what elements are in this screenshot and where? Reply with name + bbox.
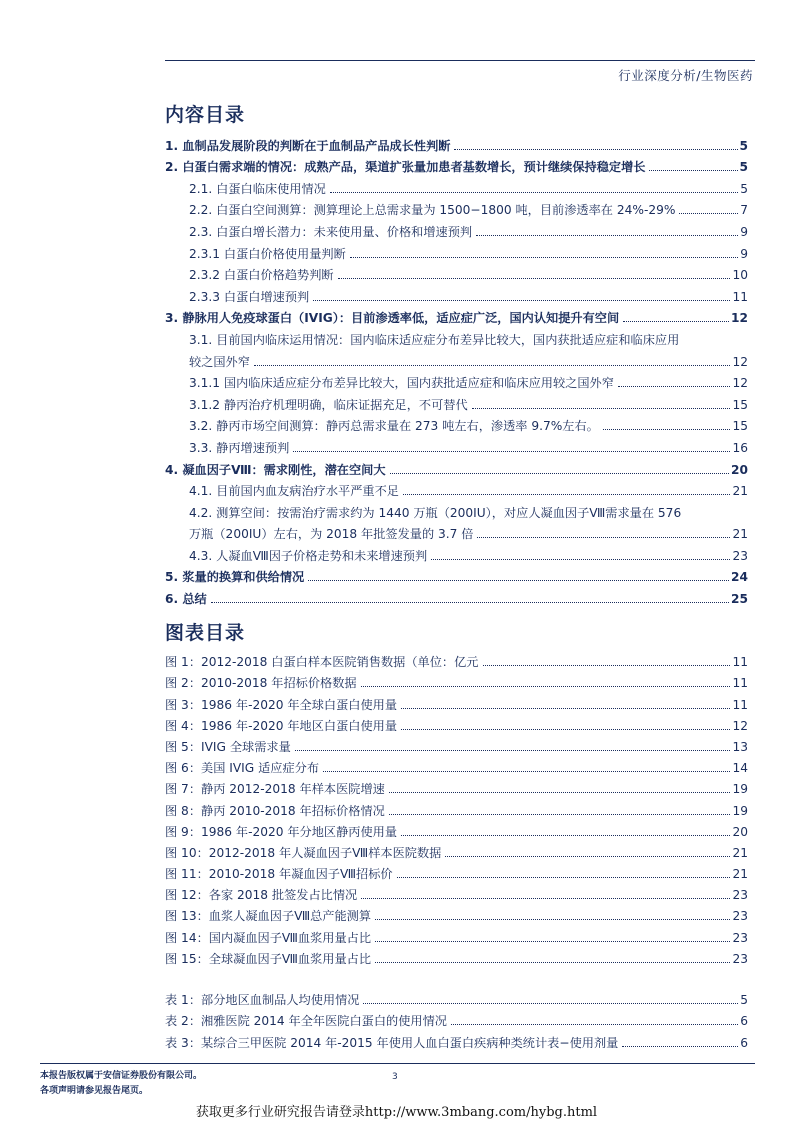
toc-page-number: 15	[732, 419, 748, 434]
dot-leader	[401, 729, 730, 730]
toc-page-number: 9	[740, 246, 748, 261]
figure-entry[interactable]	[165, 669, 748, 690]
toc-entry-line[interactable]	[165, 498, 748, 520]
figure-entry[interactable]	[165, 775, 748, 796]
figure-entry-text: 图 9：1986 年-2020 年分地区静丙使用量	[165, 824, 398, 839]
dot-leader	[375, 919, 730, 920]
toc-entry[interactable]	[165, 412, 748, 434]
toc-entry[interactable]	[165, 282, 748, 304]
figure-page-number: 23	[732, 909, 748, 924]
figure-entry-text: 图 2：2010-2018 年招标价格数据	[165, 676, 357, 691]
page-number: 3	[392, 1072, 398, 1082]
toc-page-number: 16	[732, 440, 748, 455]
toc-entry[interactable]	[165, 261, 748, 283]
figure-page-number: 19	[732, 782, 748, 797]
toc-entry[interactable]	[165, 477, 748, 499]
figure-entry[interactable]	[165, 902, 748, 923]
dot-leader	[323, 771, 730, 772]
figure-entry[interactable]	[165, 712, 748, 733]
dot-leader	[451, 1024, 738, 1025]
toc-entry-text: 万瓶（200IU）左右，为 2018 年批签发量的 3.7 倍	[189, 527, 474, 542]
figure-entry-text: 图 13：血浆人凝血因子Ⅷ总产能测算	[165, 909, 372, 924]
dot-leader	[623, 321, 729, 322]
figure-page-number: 12	[732, 718, 748, 733]
dot-leader	[295, 750, 731, 751]
toc-entry-text: 4. 凝血因子Ⅷ：需求刚性，潜在空间大	[165, 462, 386, 477]
toc-entry-text: 3.1.2 静丙治疗机理明确，临床证据充足，不可替代	[189, 397, 468, 412]
dot-leader	[618, 386, 731, 387]
dot-leader	[454, 149, 737, 150]
tables-list	[165, 986, 748, 1050]
figure-entry[interactable]	[165, 881, 748, 902]
dot-leader	[477, 537, 730, 538]
dot-leader	[390, 473, 729, 474]
figure-entry[interactable]	[165, 648, 748, 669]
figure-page-number: 13	[732, 739, 748, 754]
footer-rule	[40, 1063, 755, 1064]
toc-entry-text: 2.2. 白蛋白空间测算：测算理论上总需求量为 1500−1800 吨，目前渗透率在 24%-29%	[189, 203, 676, 218]
toc-page-number: 10	[732, 268, 748, 283]
dot-leader	[361, 686, 731, 687]
toc-page-number: 7	[740, 203, 748, 218]
figure-entry-text: 表 1：部分地区血制品人均使用情况	[165, 993, 360, 1008]
toc-page-number: 12	[732, 354, 748, 369]
figure-page-number: 23	[732, 951, 748, 966]
figure-page-number: 6	[740, 1014, 748, 1029]
figure-entry-text: 图 15：全球凝血因子Ⅷ血浆用量占比	[165, 951, 372, 966]
figure-entry[interactable]	[165, 754, 748, 775]
toc-entry[interactable]	[165, 239, 748, 261]
figure-page-number: 5	[740, 993, 748, 1008]
figure-page-number: 11	[732, 655, 748, 670]
dot-leader	[397, 877, 731, 878]
dot-leader	[363, 1003, 738, 1004]
figure-page-number: 6	[740, 1035, 748, 1050]
toc-entry-text: 2.1. 白蛋白临床使用情况	[189, 181, 326, 196]
toc-list	[165, 131, 748, 606]
figure-entry[interactable]	[165, 818, 748, 839]
toc-entry-text: 3.2. 静丙市场空间测算：静丙总需求量在 273 吨左右，渗透率 9.7%左右。	[189, 419, 599, 434]
figure-entry-text: 图 10：2012-2018 年人凝血因子Ⅷ样本医院数据	[165, 845, 442, 860]
toc-page-number: 9	[740, 224, 748, 239]
dot-leader	[403, 494, 731, 495]
toc-entry[interactable]	[165, 390, 748, 412]
figure-page-number: 11	[732, 676, 748, 691]
figure-entry[interactable]	[165, 1028, 748, 1049]
dot-leader	[375, 962, 730, 963]
toc-entry[interactable]	[165, 433, 748, 455]
dot-leader	[679, 213, 738, 214]
dot-leader	[431, 559, 730, 560]
toc-entry-text: 3.1.1 国内临床适应症分布差异比较大，国内获批适应症和临床应用较之国外窄	[189, 376, 614, 391]
toc-entry[interactable]	[165, 563, 748, 585]
figure-entry[interactable]	[165, 945, 748, 966]
dot-leader	[603, 429, 731, 430]
toc-page-number: 11	[732, 289, 748, 304]
dot-leader	[401, 835, 730, 836]
figure-page-number: 23	[732, 888, 748, 903]
toc-entry-text: 2.3.1 白蛋白价格使用量判断	[189, 246, 346, 261]
dot-leader	[350, 257, 738, 258]
download-link[interactable]: 获取更多行业研究报告请登录http://www.3mbang.com/hybg.html	[195, 1105, 598, 1120]
dot-leader	[483, 665, 731, 666]
figure-entry-text: 图 12：各家 2018 批签发占比情况	[165, 888, 358, 903]
toc-page-number: 24	[731, 570, 748, 585]
figure-page-number: 19	[732, 803, 748, 818]
toc-entry-text: 4.2. 测算空间：按需治疗需求约为 1440 万瓶（200IU），对应人凝血因子Ⅷ需求量在 576	[189, 505, 682, 520]
header-rule	[165, 60, 755, 61]
dot-leader	[401, 708, 730, 709]
toc-entry-text: 2.3.3 白蛋白增速预判	[189, 289, 310, 304]
header-category: 行业深度分析/生物医药	[618, 68, 753, 83]
figure-entry-text: 图 14：国内凝血因子Ⅷ血浆用量占比	[165, 930, 372, 945]
toc-page-number: 15	[732, 397, 748, 412]
figure-entry[interactable]	[165, 986, 748, 1007]
figure-entry-text: 图 1：2012-2018 白蛋白样本医院销售数据（单位：亿元	[165, 655, 479, 670]
toc-entry-text: 6. 总结	[165, 592, 207, 607]
toc-entry[interactable]	[165, 541, 748, 563]
dot-leader	[313, 300, 730, 301]
dot-leader	[375, 941, 730, 942]
toc-entry[interactable]	[165, 217, 748, 239]
figure-page-number: 21	[732, 845, 748, 860]
toc-entry-text: 较之国外窄	[189, 354, 250, 369]
dot-leader	[361, 898, 730, 899]
toc-entry[interactable]	[165, 131, 748, 153]
toc-entry-text: 3.3. 静丙增速预判	[189, 440, 290, 455]
dot-leader	[293, 451, 730, 452]
figure-entry-text: 图 8：静丙 2010-2018 年招标价格情况	[165, 803, 385, 818]
figure-entry[interactable]	[165, 839, 748, 860]
toc-title: 内容目录	[165, 104, 246, 126]
figure-page-number: 23	[732, 930, 748, 945]
toc-page-number: 25	[731, 592, 748, 607]
figure-entry[interactable]	[165, 1007, 748, 1028]
dot-leader	[254, 365, 731, 366]
figure-entry[interactable]	[165, 796, 748, 817]
dot-leader	[308, 580, 729, 581]
toc-page-number: 23	[732, 548, 748, 563]
toc-page-number: 5	[739, 138, 748, 153]
toc-entry[interactable]	[165, 304, 748, 326]
figure-entry-text: 表 2：湘雅医院 2014 年全年医院白蛋白的使用情况	[165, 1014, 447, 1029]
dot-leader	[472, 408, 731, 409]
dot-leader	[389, 792, 731, 793]
toc-entry-text: 4.1. 目前国内血友病治疗水平严重不足	[189, 484, 399, 499]
dot-leader	[622, 1046, 738, 1047]
figure-entry-text: 表 3：某综合三甲医院 2014 年-2015 年使用人血白蛋白疾病种类统计表−使用剂量	[165, 1035, 619, 1050]
toc-entry-line[interactable]	[165, 325, 748, 347]
toc-entry-text: 4.3. 人凝血Ⅷ因子价格走势和未来增速预判	[189, 548, 428, 563]
dot-leader	[330, 192, 738, 193]
footer-disclaimer: 各项声明请参见报告尾页。	[40, 1086, 149, 1096]
toc-page-number: 5	[740, 181, 748, 196]
toc-entry-text: 2.3.2 白蛋白价格趋势判断	[189, 268, 334, 283]
dot-leader	[389, 814, 731, 815]
figures-list	[165, 648, 748, 966]
figure-entry-text: 图 11：2010-2018 年凝血因子Ⅷ招标价	[165, 867, 393, 882]
figure-entry-text: 图 6：美国 IVIG 适应症分布	[165, 761, 320, 776]
figure-entry[interactable]	[165, 733, 748, 754]
toc-page-number: 21	[732, 527, 748, 542]
toc-page-number: 12	[732, 376, 748, 391]
figure-page-number: 11	[732, 697, 748, 712]
figures-title: 图表目录	[165, 622, 246, 644]
toc-entry[interactable]	[165, 347, 748, 369]
toc-entry[interactable]	[165, 584, 748, 606]
figure-entry[interactable]	[165, 923, 748, 944]
toc-entry[interactable]	[165, 455, 748, 477]
toc-entry-text: 2.3. 白蛋白增长潜力：未来使用量、价格和增速预判	[189, 224, 473, 239]
toc-entry[interactable]	[165, 196, 748, 218]
toc-page-number: 12	[731, 311, 748, 326]
toc-entry[interactable]	[165, 174, 748, 196]
toc-page-number: 5	[739, 160, 748, 175]
figure-entry-text: 图 7：静丙 2012-2018 年样本医院增速	[165, 782, 385, 797]
figure-entry[interactable]	[165, 690, 748, 711]
figure-page-number: 21	[732, 867, 748, 882]
dot-leader	[476, 235, 738, 236]
toc-entry-text: 3. 静脉用人免疫球蛋白（IVIG）：目前渗透率低，适应症广泛，国内认知提升有空间	[165, 311, 620, 326]
figure-entry-text: 图 4：1986 年-2020 年地区白蛋白使用量	[165, 718, 398, 733]
toc-entry-text: 2. 白蛋白需求端的情况：成熟产品，渠道扩张量加患者基数增长，预计继续保持稳定增长	[165, 160, 646, 175]
figure-entry-text: 图 5：IVIG 全球需求量	[165, 739, 291, 754]
dot-leader	[338, 278, 731, 279]
figure-entry-text: 图 3：1986 年-2020 年全球白蛋白使用量	[165, 697, 398, 712]
toc-entry[interactable]	[165, 153, 748, 175]
dot-leader	[445, 856, 730, 857]
figure-page-number: 20	[732, 824, 748, 839]
toc-entry[interactable]	[165, 369, 748, 391]
toc-entry-text: 3.1. 目前国内临床运用情况：国内临床适应症分布差异比较大，国内获批适应症和临床应用	[189, 332, 680, 347]
toc-entry[interactable]	[165, 520, 748, 542]
toc-entry-text: 1. 血制品发展阶段的判断在于血制品产品成长性判断	[165, 138, 451, 153]
toc-page-number: 21	[732, 484, 748, 499]
toc-entry-text: 5. 浆量的换算和供给情况	[165, 570, 305, 585]
dot-leader	[649, 170, 737, 171]
figure-entry[interactable]	[165, 860, 748, 881]
footer-copyright: 本报告版权属于安信证券股份有限公司。	[40, 1071, 203, 1081]
toc-page-number: 20	[731, 462, 748, 477]
dot-leader	[211, 602, 729, 603]
figure-page-number: 14	[732, 761, 748, 776]
